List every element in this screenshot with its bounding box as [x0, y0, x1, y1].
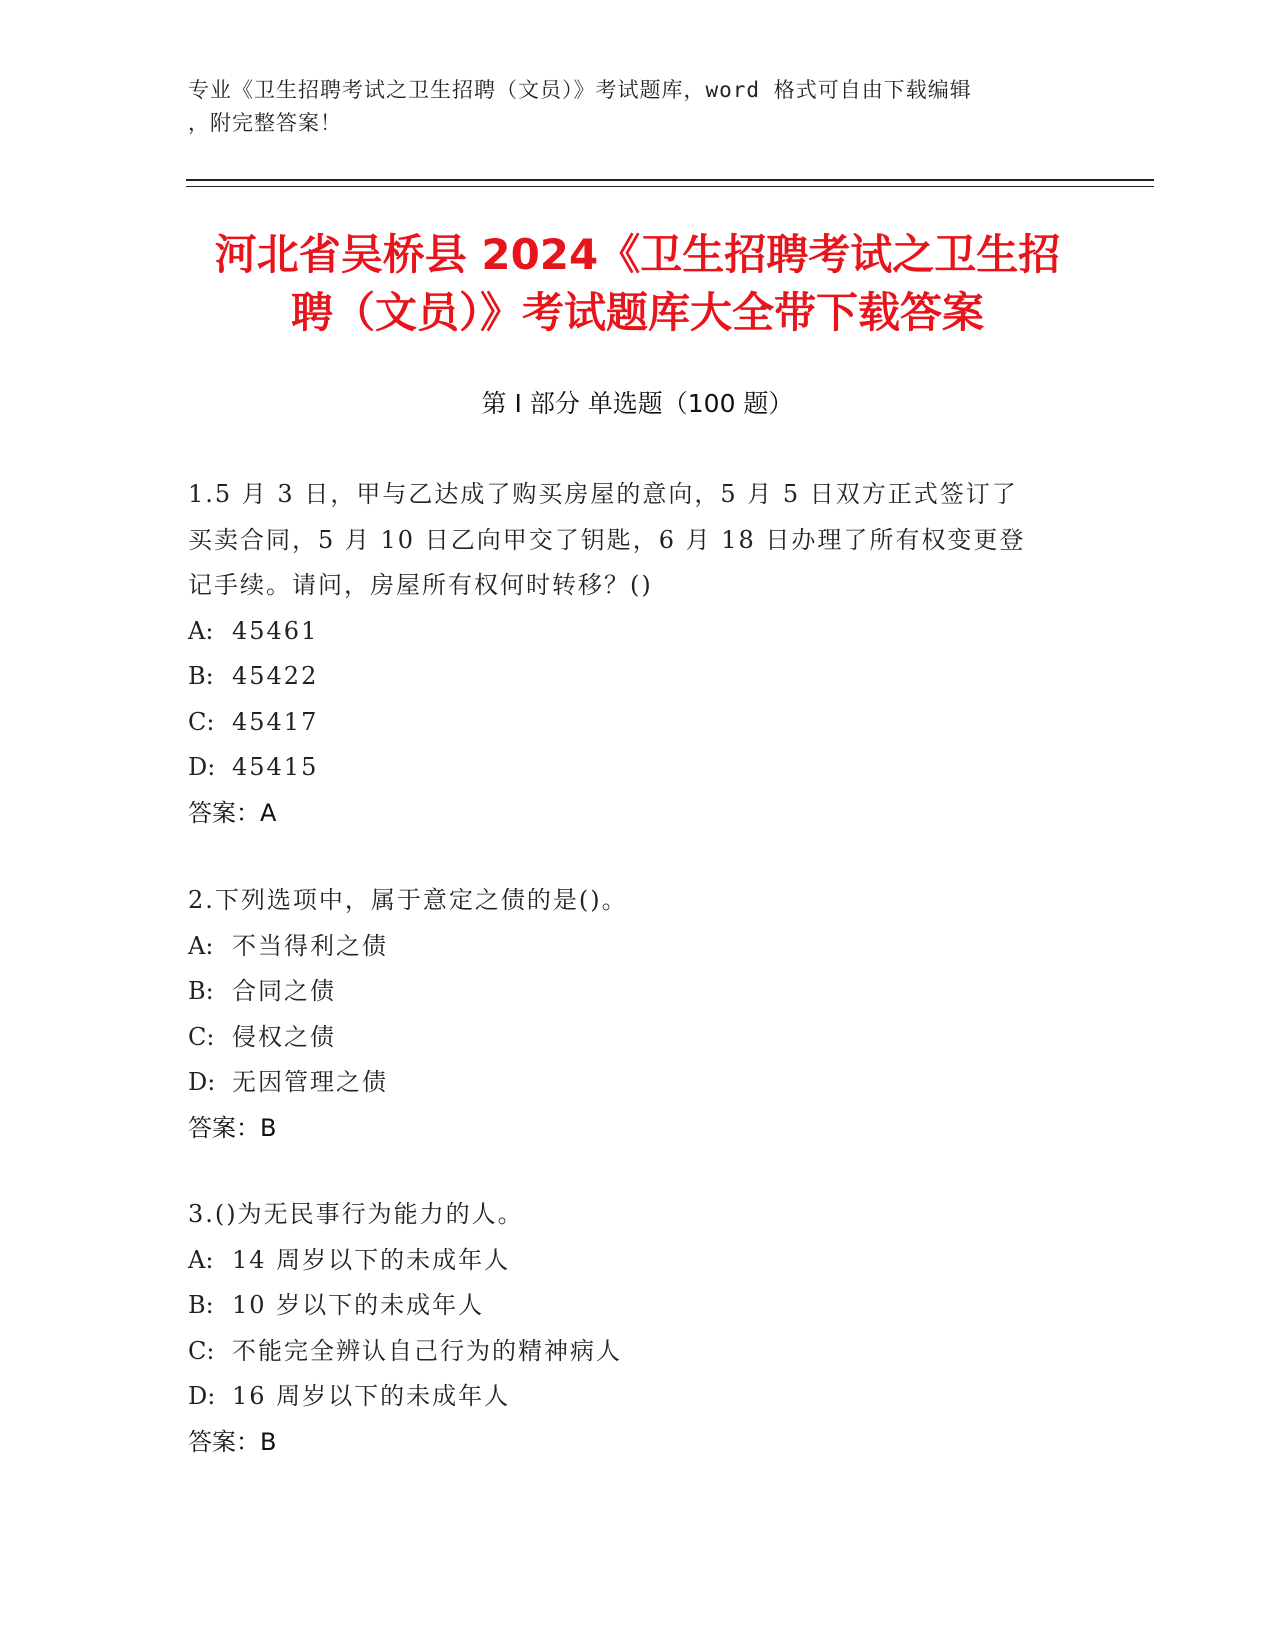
- option-text: 16 周岁以下的未成年人: [232, 1382, 511, 1410]
- option-d: [188, 745, 1088, 791]
- option-letter: C:: [188, 707, 215, 736]
- option-text: 45417: [232, 707, 319, 736]
- option-letter: A:: [188, 1245, 214, 1274]
- question-stem-line: 买卖合同，5 月 10 日乙向甲交了钥匙，6 月 18 日办理了所有权变更登: [188, 525, 1026, 554]
- header-note-line-2: ，附完整答案！: [188, 111, 342, 135]
- option-text: 10 岁以下的未成年人: [232, 1291, 485, 1319]
- option-letter: C:: [188, 1336, 215, 1365]
- question-stem-line: 3.()为无民事行为能力的人。: [188, 1200, 524, 1228]
- option-b: [188, 654, 1088, 700]
- option-b: [188, 969, 1088, 1015]
- option-a: [188, 1238, 1088, 1284]
- option-a: [188, 609, 1088, 655]
- option-letter: C:: [188, 1022, 215, 1051]
- option-d: [188, 1374, 1088, 1420]
- option-text: 45422: [232, 662, 319, 690]
- option-text: 14 周岁以下的未成年人: [232, 1245, 511, 1274]
- option-letter: B:: [188, 977, 214, 1005]
- option-text: 不当得利之债: [232, 931, 388, 960]
- option-c: [188, 1329, 1088, 1375]
- option-text: 45415: [232, 753, 319, 781]
- question-stem: [188, 1192, 1088, 1238]
- document-title-line-1: 河北省吴桥县 2024《卫生招聘考试之卫生招: [214, 230, 1061, 279]
- option-text: 合同之债: [232, 977, 336, 1005]
- question-3: [188, 1192, 1088, 1465]
- section-title: 第 I 部分 单选题（100 题）: [481, 389, 794, 418]
- header-divider-thin: [186, 186, 1154, 187]
- option-letter: A:: [188, 931, 214, 960]
- question-2: [188, 878, 1088, 1151]
- option-text: 不能完全辨认自己行为的精神病人: [232, 1336, 622, 1365]
- question-stem-line: 2.下列选项中，属于意定之债的是()。: [188, 886, 628, 914]
- option-c: [188, 700, 1088, 746]
- option-letter: D:: [188, 1382, 216, 1410]
- option-letter: B:: [188, 662, 214, 690]
- option-text: 无因管理之债: [232, 1068, 388, 1096]
- header-note: [188, 74, 1088, 140]
- question-1: [188, 472, 1088, 836]
- header-divider-thick: [186, 179, 1154, 181]
- option-text: 45461: [232, 616, 319, 645]
- document-title-line-2: 聘（文员）》考试题库大全带下载答案: [290, 288, 984, 337]
- question-stem-line: 1.5 月 3 日，甲与乙达成了购买房屋的意向，5 月 5 日双方正式签订了: [188, 480, 1018, 508]
- option-text: 侵权之债: [232, 1022, 336, 1051]
- option-letter: B:: [188, 1291, 214, 1319]
- answer-line: 答案：B: [188, 1113, 277, 1142]
- question-stem: [188, 878, 1088, 924]
- option-letter: D:: [188, 753, 216, 781]
- answer-line: 答案：B: [188, 1427, 277, 1456]
- answer-line: 答案：A: [188, 798, 277, 827]
- option-d: [188, 1060, 1088, 1106]
- document-title: [150, 226, 1125, 342]
- question-stem-line: 记手续。请问，房屋所有权何时转移？(): [188, 571, 653, 599]
- question-stem: [188, 472, 1088, 609]
- option-letter: D:: [188, 1068, 216, 1096]
- option-a: [188, 924, 1088, 970]
- header-note-line-1: 专业《卫生招聘考试之卫生招聘（文员）》考试题库，word 格式可自由下载编辑: [188, 78, 972, 102]
- option-c: [188, 1015, 1088, 1061]
- option-b: [188, 1283, 1088, 1329]
- option-letter: A:: [188, 616, 214, 645]
